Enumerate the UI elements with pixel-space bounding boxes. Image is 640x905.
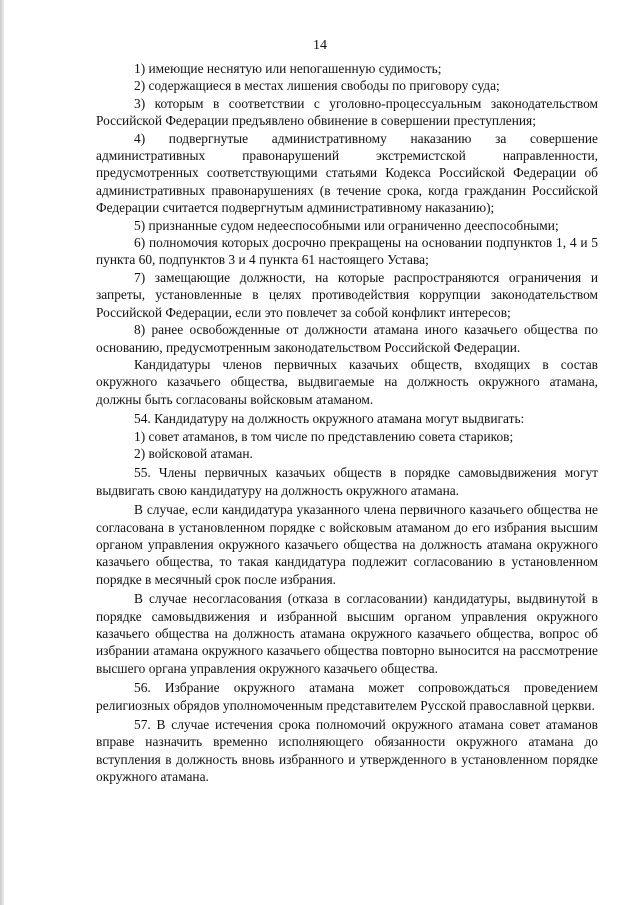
paragraph-55-case-2: В случае несогласования (отказа в согласовании) кандидатуры, выдвинутой в порядке самовыдвижения и избранной высшим органом управления окружного казачьего общества на должность атамана окружного казачьего общества, вопрос об избрании атамана окружного казачьего общества повторно выносится на рассмотрение высшего органа управления окружного казачьего общества. bbox=[96, 591, 598, 676]
paragraph-55-case-1: В случае, если кандидатура указанного члена первичного казачьего общества не согласована в установленном порядке с войсковым атаманом до его избрания высшим органом управления окружного казачьего общества на должность атамана окружного казачьего общества, то такая кандидатура подлежит согласованию в установленном порядке в месячный срок после избрания. bbox=[96, 502, 598, 587]
paragraph-candidates-approval: Кандидатуры членов первичных казачьих обществ, входящих в состав окружного казачьего общества, выдвигаемые на должность окружного атамана, должны быть согласованы войсковым атаманом. bbox=[96, 356, 598, 407]
paragraph-57: 57. В случае истечения срока полномочий окружного атамана совет атаманов вправе назначить временно исполняющего обязанности окружного атамана до вступления в должность вновь избранного и утвержденного в установленном порядке окружного атамана. bbox=[96, 717, 598, 785]
paragraph-item-1: 1) имеющие неснятую или непогашенную судимость; bbox=[134, 61, 442, 76]
paragraph-54-item-2: 2) войсковой атаман. bbox=[134, 445, 253, 461]
paragraph-item-2: 2) содержащиеся в местах лишения свободы по приговору суда; bbox=[134, 78, 500, 94]
paragraph-55: 55. Члены первичных казачьих обществ в порядке самовыдвижения могут выдвигать свою кандидатуру на должность окружного атамана. bbox=[96, 465, 598, 498]
paragraph-item-8: 8) ранее освобожденные от должности атамана иного казачьего общества по основанию, предусмотренным законодательством Российской Федерации. bbox=[96, 322, 598, 355]
paragraph-item-4: 4) подвергнутые административному наказанию за совершение административных правонарушений экстремистской направленности, предусмотренных соответствующими статьями Кодекса Российской Федерации об административных правонарушениях (в течение срока, когда гражданин Российской Федерации считается подвергнутым административному наказанию); bbox=[96, 130, 598, 216]
paragraph-54: 54. Кандидатуру на должность окружного атамана могут выдвигать: bbox=[134, 411, 525, 427]
page-number: 14 bbox=[313, 38, 327, 53]
scan-edge bbox=[0, 0, 4, 905]
document-body bbox=[96, 60, 598, 786]
paragraph-item-3: 3) которым в соответствии с уголовно-процессуальным законодательством Российской Федерации предъявлено обвинение в совершении преступления; bbox=[96, 95, 598, 129]
paragraph-56: 56. Избрание окружного атамана может сопровождаться проведением религиозных обрядов уполномоченным представителем Русской православной церкви. bbox=[96, 680, 598, 713]
paragraph-item-5: 5) признанные судом недееспособными или ограниченно дееспособными; bbox=[134, 217, 559, 233]
paragraph-item-7: 7) замещающие должности, на которые распространяются ограничения и запреты, установленные в целях противодействия коррупции законодательством Российской Федерации, если это повлечет за собой конфликт интересов; bbox=[96, 269, 598, 320]
paragraph-item-6: 6) полномочия которых досрочно прекращены на основании подпунктов 1, 4 и 5 пункта 60, подпунктов 3 и 4 пункта 61 настоящего Устава; bbox=[96, 235, 598, 268]
paragraph-54-item-1: 1) совет атаманов, в том числе по представлению совета стариков; bbox=[134, 428, 514, 444]
